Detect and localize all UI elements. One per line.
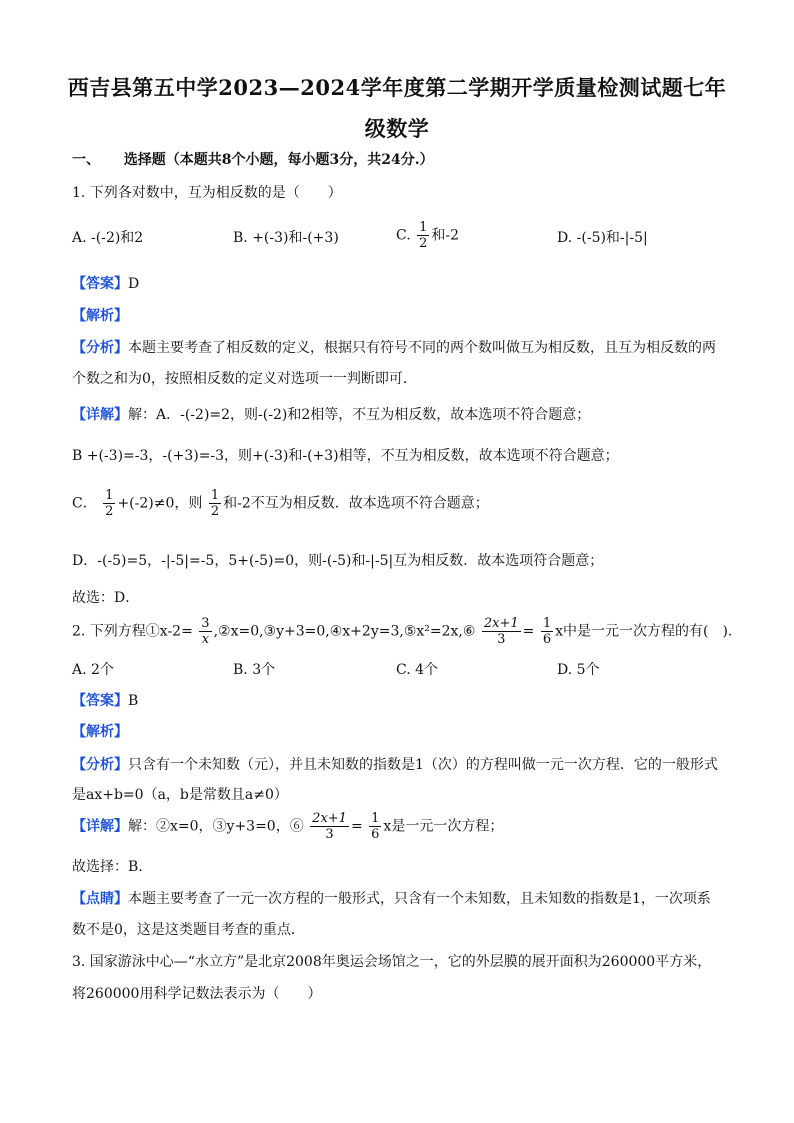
q1-option-c-rest: 和-2	[431, 227, 460, 244]
q1-option-d	[557, 228, 648, 248]
q1-option-c-label: C.	[396, 227, 411, 244]
q2-analysis-line1: 【分析】只含有一个未知数（元），并且未知数的指数是1（次）的方程叫做一元一次方程．它的一般形式	[72, 757, 718, 773]
section-title: 选择题（本题共8个小题，每小题3分，共24分.）	[123, 152, 434, 168]
q2-analysis-line2: 是ax+b=0（a，b是常数且a≠0）	[72, 787, 288, 803]
q2-option-c: C. 4个	[396, 662, 439, 678]
q2-detail: 【详解】解：②x=0，③y+3=0，⑥ $\frac{2x+1}{3}$ = $\frac{1}{6}$ x是一元一次方程；	[72, 811, 504, 842]
q1-option-b	[233, 228, 339, 248]
q2-conclusion: 故选择：B.	[72, 859, 143, 875]
q1-option-d-text: -(-5)和-|-5|	[576, 230, 648, 246]
q1-option-a-text: -(-2)和2	[91, 230, 144, 246]
q1-analysis-line1: 【分析】本题主要考查了相反数的定义，根据只有符号不同的两个数叫做互为相反数，且互为相反数的两	[72, 340, 716, 356]
section-heading	[72, 150, 434, 170]
q2-answer: 【答案】B	[72, 693, 139, 709]
q1-detail-d: D．-(-5)=5，-|-5|=-5，5+(-5)=0，则-(-5)和-|-5|互为相反数．故本选项符合题意；	[72, 553, 604, 569]
q1-answer-value: D	[128, 276, 140, 292]
q1-detail-b: B +(-3)=-3，-(+3)=-3，则+(-3)和-(+3)相等，不互为相反数，故本选项不符合题意；	[72, 448, 619, 464]
q1-option-d-label: D.	[557, 230, 573, 246]
q3-stem-line1: 3. 国家游泳中心—“水立方”是北京2008年奥运会场馆之一，它的外层膜的展开面积为260000平方米，	[72, 954, 712, 970]
q3-stem-line2: 将260000用科学记数法表示为（ ）	[72, 986, 322, 1002]
q1-analysis-tag: 【解析】	[72, 308, 128, 324]
q1-stem: 1. 下列各对数中，互为相反数的是（ ）	[72, 185, 342, 201]
q1-option-a	[72, 228, 143, 248]
q2-comment-line1: 【点睛】本题主要考查了一元一次方程的一般形式，只含有一个未知数，且未知数的指数是1，一次项系	[72, 891, 711, 907]
q1-option-c-fraction: $\frac{1}{2}$	[419, 220, 428, 251]
q1-option-c	[396, 220, 459, 251]
q2-analysis-tag: 【解析】	[72, 724, 128, 740]
q2-option-a: A. 2个	[72, 662, 114, 678]
q1-option-a-label: A.	[72, 230, 87, 246]
q2-comment-line2: 数不是0，这是这类题目考查的重点．	[72, 922, 305, 938]
q1-analysis-line2: 个数之和为0，按照相反数的定义对选项一一判断即可．	[72, 371, 417, 387]
q2-stem: 2. 下列方程①x-2= $\frac{3}{x}$ ,②x=0,③y+3=0,④x+2y=3,⑤x²=2x,⑥ $\frac{2x+1}{3}$ = $\frac{1}{6}$ x中是一元一次方程的有( ).	[72, 616, 733, 647]
q1-option-b-text: +(-3)和-(+3)	[252, 230, 339, 246]
section-number: 一、	[72, 152, 100, 168]
q1-option-b-label: B.	[233, 230, 248, 246]
q1-answer	[72, 274, 139, 294]
q1-detail-c: C． $\frac{1}{2}$ +(-2)≠0，则 $\frac{1}{2}$ 和-2不互为相反数．故本选项不符合题意；	[72, 488, 489, 519]
q2-option-b: B. 3个	[233, 662, 276, 678]
q2-option-d: D. 5个	[557, 662, 600, 678]
document-title-line1: 西吉县第五中学2023—2024学年度第二学期开学质量检测试题七年	[67, 75, 727, 100]
answer-tag: 【答案】	[72, 276, 128, 292]
q1-conclusion: 故选：D．	[72, 590, 140, 606]
document-title-line2: 级数学	[364, 116, 430, 141]
q1-detail-a: 【详解】解：A．-(-2)=2，则-(-2)和2相等，不互为相反数，故本选项不符合题意；	[72, 407, 591, 423]
